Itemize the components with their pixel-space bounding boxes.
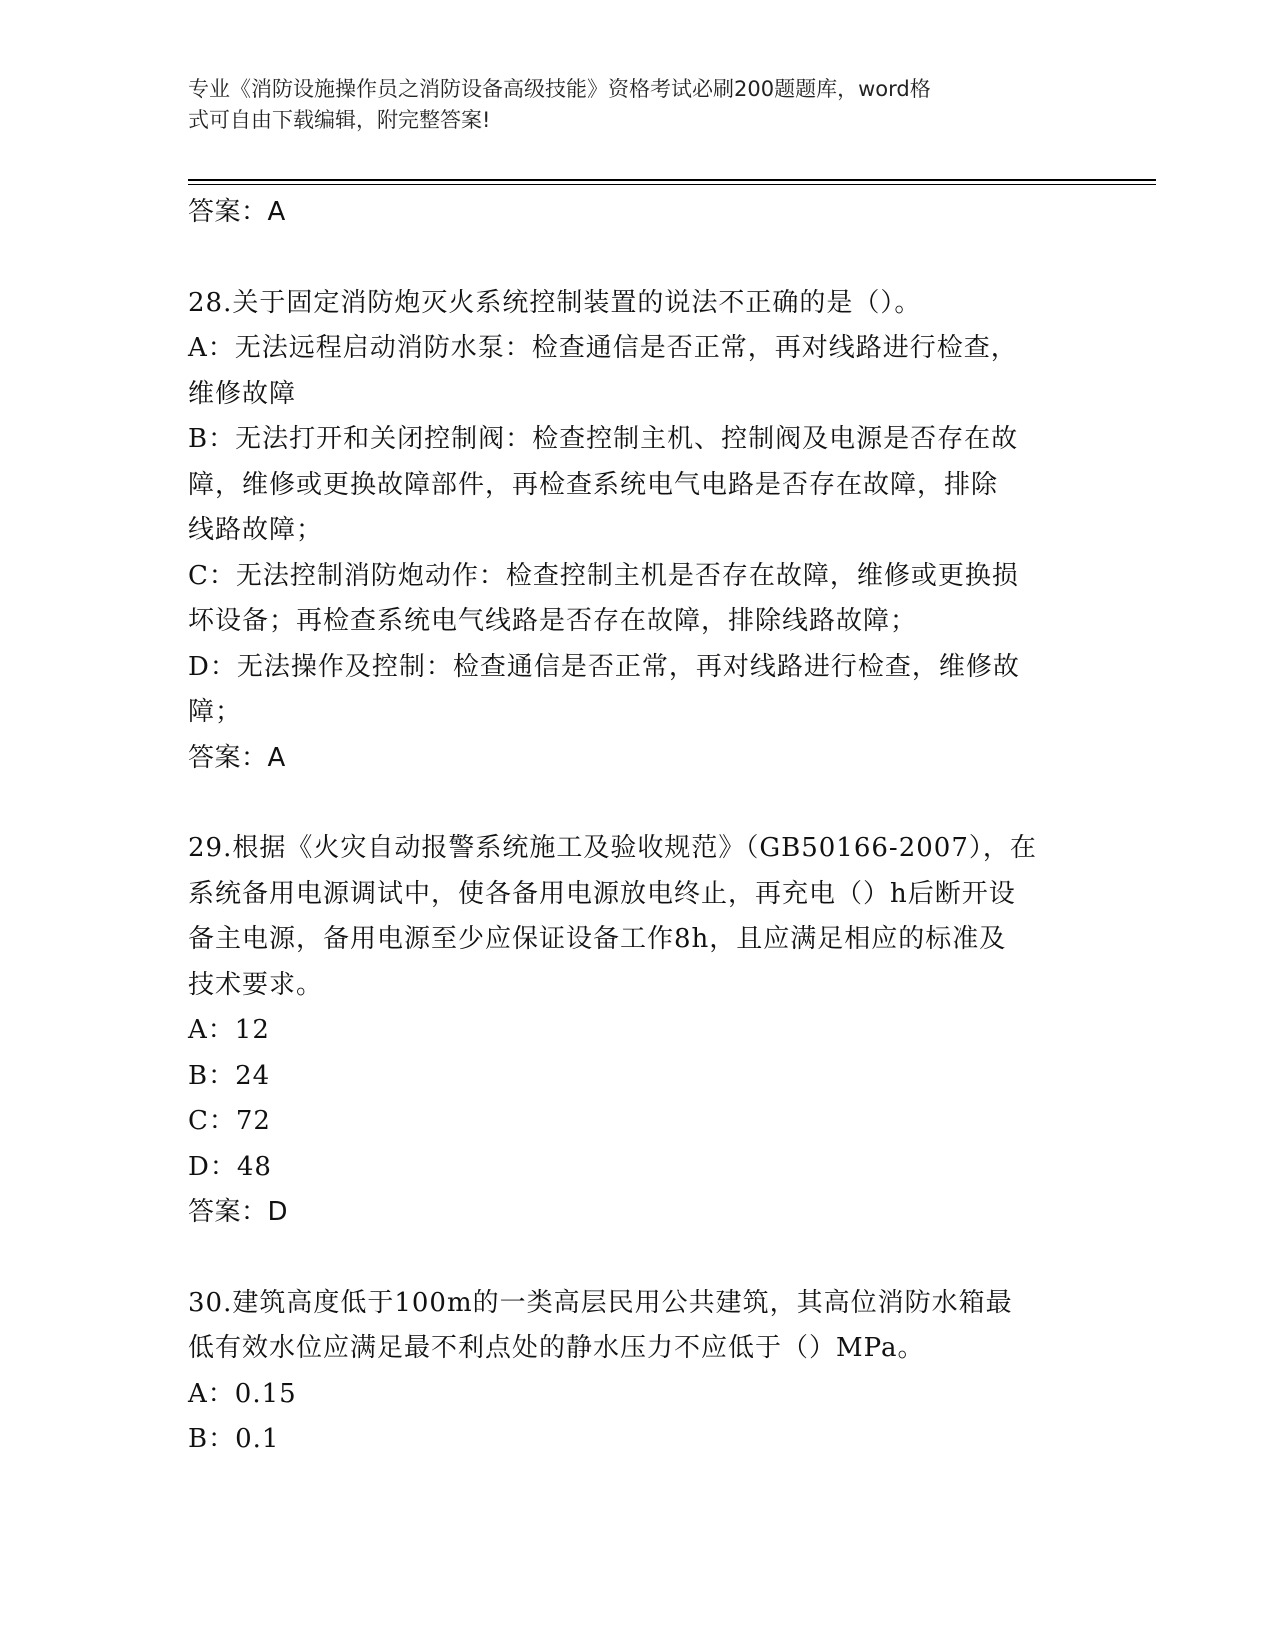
option-c-line: C：无法控制消防炮动作：检查控制主机是否存在故障，维修或更换损 [188,560,1019,591]
option-b-line: 障，维修或更换故障部件，再检查系统电气电路是否存在故障，排除 [188,469,999,500]
question-content [188,190,1078,1463]
question-28-answer: 答案：A [188,742,286,773]
document-header [188,74,1068,136]
option-b: B：0.1 [188,1424,280,1454]
question-29-stem: 29.根据《火灾自动报警系统施工及验收规范》（GB50166-2007），在 [188,833,1037,863]
option-a: A：0.15 [188,1378,297,1409]
question-29-stem: 技术要求。 [188,969,324,1000]
previous-answer: 答案：A [188,197,286,227]
option-a-line: A：无法远程启动消防水泵：检查通信是否正常，再对线路进行检查， [188,333,1018,363]
option-d-line: D：无法操作及控制：检查通信是否正常，再对线路进行检查，维修故 [188,651,1020,682]
header-rule-thin [188,184,1156,185]
header-rule-thick [188,179,1156,181]
question-30 [188,1281,1078,1463]
question-28-stem: 28.关于固定消防炮灭火系统控制装置的说法不正确的是（）。 [188,287,922,318]
question-28 [188,281,1078,782]
option-c-line: 坏设备；再检查系统电气线路是否存在故障，排除线路故障； [188,606,918,636]
option-b: B：24 [188,1060,271,1091]
question-29 [188,826,1078,1236]
option-d: D：48 [188,1151,272,1182]
question-29-stem: 系统备用电源调试中，使各备用电源放电终止，再充电（）h后断开设 [188,878,1016,909]
option-a-line: 维修故障 [188,378,297,409]
spacer [188,781,1078,826]
spacer [188,236,1078,281]
question-30-stem: 低有效水位应满足最不利点处的静水压力不应低于（）MPa。 [188,1333,925,1363]
question-29-answer: 答案：D [188,1197,289,1227]
option-b-line: 线路故障； [188,515,324,545]
question-30-stem: 30.建筑高度低于100m的一类高层民用公共建筑，其高位消防水箱最 [188,1287,1013,1318]
header-line-1: 专业《消防设施操作员之消防设备高级技能》资格考试必刷200题题库，word格 [188,77,931,101]
header-line-2: 式可自由下载编辑，附完整答案! [188,108,491,132]
option-c: C：72 [188,1106,271,1136]
spacer [188,1236,1078,1281]
option-d-line: 障； [188,697,243,727]
option-a: A：12 [188,1015,270,1045]
question-29-stem: 备主电源，备用电源至少应保证设备工作8h，且应满足相应的标准及 [188,924,1007,954]
option-b-line: B：无法打开和关闭控制阀：检查控制主机、控制阀及电源是否存在故 [188,424,1019,454]
